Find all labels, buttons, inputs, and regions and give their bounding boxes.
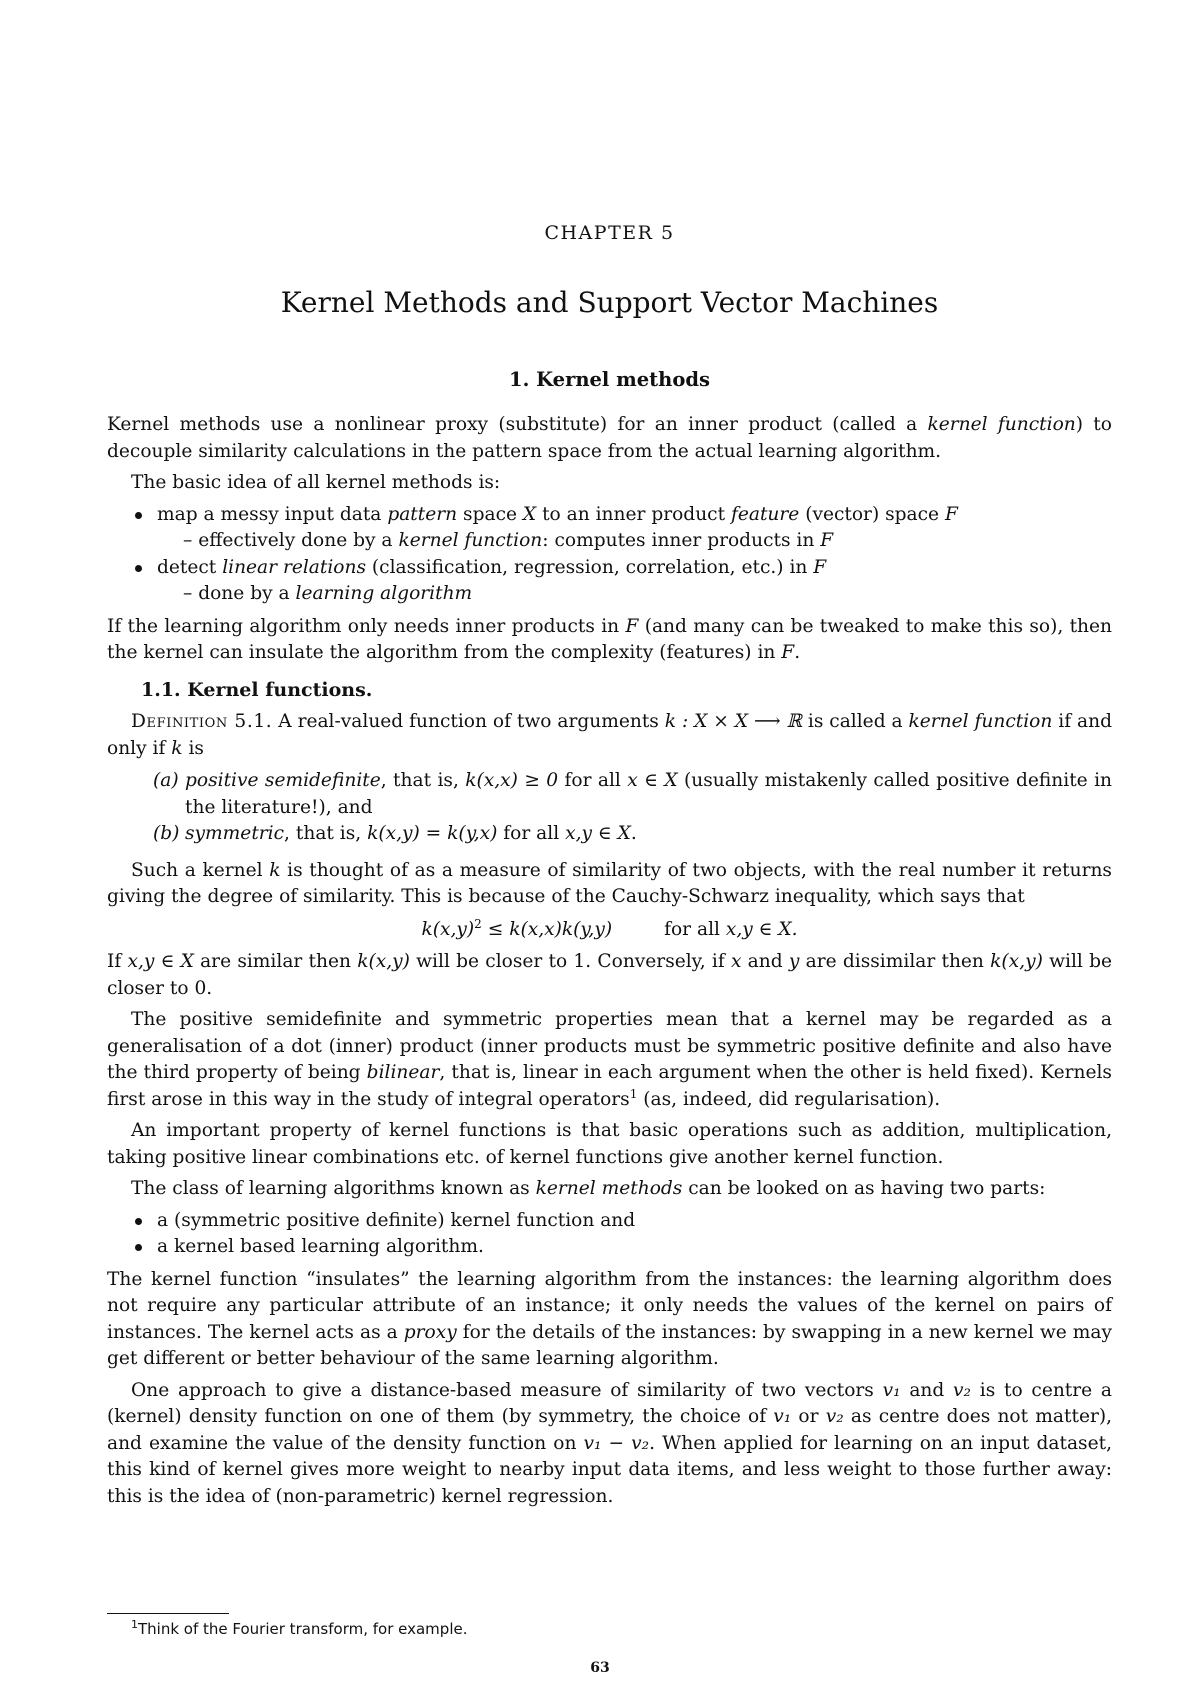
list-item: detect linear relations (classification, regression, correlation, etc.) in F	[157, 555, 1112, 582]
bullet-icon	[135, 512, 142, 519]
list-item: a kernel based learning algorithm.	[157, 1234, 1112, 1261]
chapter-label: CHAPTER 5	[544, 222, 675, 244]
paragraph-similarity: Such a kernel k is thought of as a measure of similarity of two objects, with the real number it returns giving the degree of similarity. This is because of the Cauchy-Schwarz inequality, which says that	[107, 859, 1112, 907]
page-number: 63	[590, 1660, 610, 1676]
paragraph-intro: Kernel methods use a nonlinear proxy (substitute) for an inner product (called a kernel function) to decouple similarity calculations in the pattern space from the actual learning algorithm.	[107, 414, 1112, 462]
list-item: (b) symmetric, that is, k(x,y) = k(y,x) for all x,y ∈ X.	[153, 823, 637, 844]
chapter-title: Kernel Methods and Support Vector Machines	[280, 286, 939, 319]
parts-list	[107, 1208, 1112, 1261]
list-item: map a messy input data pattern space X to an inner product feature (vector) space F	[157, 502, 1112, 529]
footnote-reference: 1	[629, 1086, 638, 1101]
subsection-heading: 1.1. Kernel functions.	[141, 678, 373, 701]
section-heading: 1. Kernel methods	[509, 368, 710, 391]
paragraph-distance: One approach to give a distance-based measure of similarity of two vectors v₁ and v₂ is to centre a (kernel) density function on one of them (by symmetry, the choice of v₁ or v₂ as centre does not matter), and examine the value of the density function on v₁ − v₂. When applied for learning on an input dataset, this kind of kernel gives more weight to nearby input data items, and less weight to those further away: this is the idea of (non-parametric) kernel regression.	[107, 1379, 1113, 1507]
idea-list	[107, 502, 1112, 608]
bullet-icon	[135, 1218, 142, 1225]
list-subitem: – effectively done by a kernel function: computes inner products in F	[183, 530, 834, 551]
list-subitem: – done by a learning algorithm	[183, 583, 473, 604]
paragraph-inner-products: If the learning algorithm only needs inner products in F (and many can be tweaked to make this so), then the kernel can insulate the algorithm from the complexity (features) in F.	[107, 615, 1113, 663]
cauchy-schwarz-equation: $k(x,y)^2 \le k(x,x)k(y,y)$ for all x,y ∈ X.	[421, 916, 798, 940]
paragraph-basic-idea: The basic idea of all kernel methods is:	[131, 472, 501, 493]
definition: Definition 5.1. A real-valued function of two arguments k : X × X ⟶ ℝ is called a kernel function if and only if k is	[107, 711, 1112, 759]
paragraph-generalisation: The positive semidefinite and symmetric properties mean that a kernel may be regarded as a generalisation of a dot (inner) product (inner products must be symmetric positive definite and also have the third property of being bilinear, that is, linear in each argument when the other is held fixed). Kernels first arose in this way in the study of integral operators$^1$ (as, indeed, did regularisation).	[107, 1009, 1112, 1110]
paragraph-insulates: The kernel function “insulates” the learning algorithm from the instances: the learning algorithm does not require any particular attribute of an instance; it only needs the values of the kernel on pairs of instances. The kernel acts as a proxy for the details of the instances: by swapping in a new kernel we may get different or better behaviour of the same learning algorithm.	[107, 1268, 1112, 1369]
paragraph-closure: An important property of kernel functions is that basic operations such as addition, multiplication, taking positive linear combinations etc. of kernel functions give another kernel function.	[107, 1120, 1112, 1168]
footnote-mark: 1	[131, 1618, 138, 1631]
bullet-icon	[135, 565, 142, 572]
paragraph-two-parts: The class of learning algorithms known as kernel methods can be looked on as having two parts:	[131, 1178, 1046, 1199]
list-item: (a) positive semidefinite, that is, k(x,x) ≥ 0 for all x ∈ X (usually mistakenly called positive definite in the literature!), and	[153, 770, 1113, 818]
list-item: a (symmetric positive definite) kernel function and	[157, 1208, 1112, 1235]
footnote: $^1$Think of the Fourier transform, for example.	[131, 1618, 468, 1638]
bullet-icon	[135, 1244, 142, 1251]
paragraph-closeness: If x,y ∈ X are similar then k(x,y) will be closer to 1. Conversely, if x and y are dissimilar then k(x,y) will be closer to 0.	[107, 951, 1112, 999]
body-text	[107, 412, 1112, 1515]
footnote-rule	[107, 1613, 229, 1614]
definition-conditions	[107, 768, 1112, 848]
